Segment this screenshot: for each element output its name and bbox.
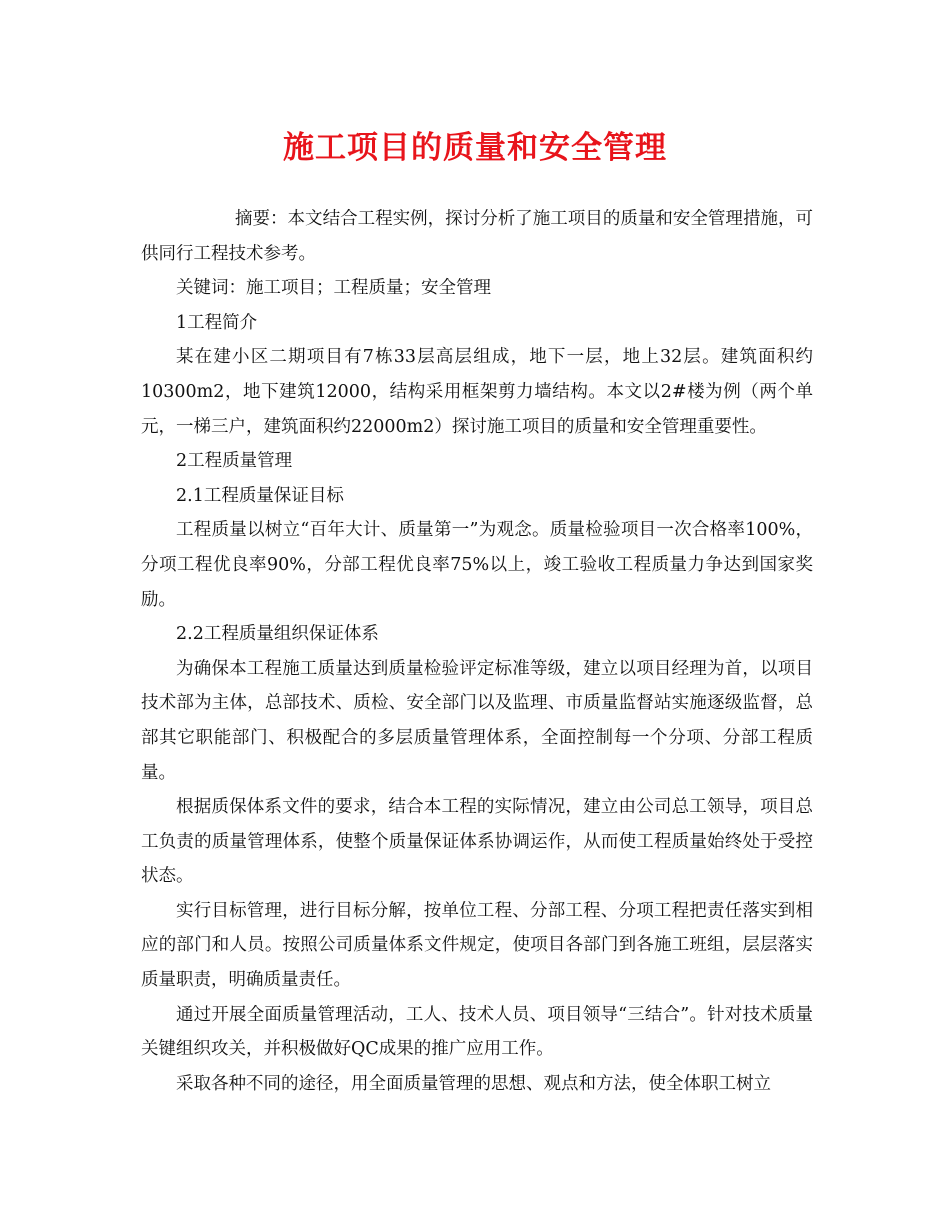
- body-paragraph: 工程质量以树立“百年大计、质量第一”为观念。质量检验项目一次合格率100%，分项工程优良率90%，分部工程优良率75%以上，竣工验收工程质量力争达到国家奖励。: [141, 520, 813, 610]
- document-body: [141, 202, 813, 1101]
- keywords-paragraph: 关键词：施工项目；工程质量；安全管理: [176, 278, 491, 299]
- subsection-heading: 2.2工程质量组织保证体系: [176, 624, 379, 645]
- body-paragraph: 实行目标管理，进行目标分解，按单位工程、分部工程、分项工程把责任落实到相应的部门和人员。按照公司质量体系文件规定，使项目各部门到各施工班组，层层落实质量职责，明确质量责任。: [141, 900, 813, 991]
- subsection-heading: 2.1工程质量保证目标: [176, 485, 344, 506]
- section-heading: 2工程质量管理: [176, 451, 293, 472]
- body-paragraph: 根据质保体系文件的要求，结合本工程的实际情况，建立由公司总工领导，项目总工负责的质量管理体系，使整个质量保证体系协调运作，从而使工程质量始终处于受控状态。: [141, 797, 813, 887]
- body-paragraph: 为确保本工程施工质量达到质量检验评定标准等级，建立以项目经理为首，以项目技术部为主体，总部技术、质检、安全部门以及监理、市质量监督站实施逐级监督，总部其它职能部门、积极配合的多层质量管理体系，全面控制每一个分项、分部工程质量。: [141, 658, 813, 783]
- section-heading: 1工程简介: [176, 312, 258, 333]
- body-paragraph: 某在建小区二期项目有7栋33层高层组成，地下一层，地上32层。建筑面积约10300m2，地下建筑12000，结构采用框架剪力墙结构。本文以2#楼为例（两个单元，一梯三户，建筑面积约22000m2）探讨施工项目的质量和安全管理重要性。: [141, 347, 813, 437]
- body-paragraph: 采取各种不同的途径，用全面质量管理的思想、观点和方法，使全体职工树立: [176, 1073, 771, 1094]
- body-paragraph: 通过开展全面质量管理活动，工人、技术人员、项目领导“三结合”。针对技术质量关键组织攻关，并积极做好QC成果的推广应用工作。: [141, 1004, 813, 1060]
- document-title: 施工项目的质量和安全管理: [283, 130, 667, 166]
- abstract-paragraph: 摘要：本文结合工程实例，探讨分析了施工项目的质量和安全管理措施，可供同行工程技术参考。: [141, 209, 813, 264]
